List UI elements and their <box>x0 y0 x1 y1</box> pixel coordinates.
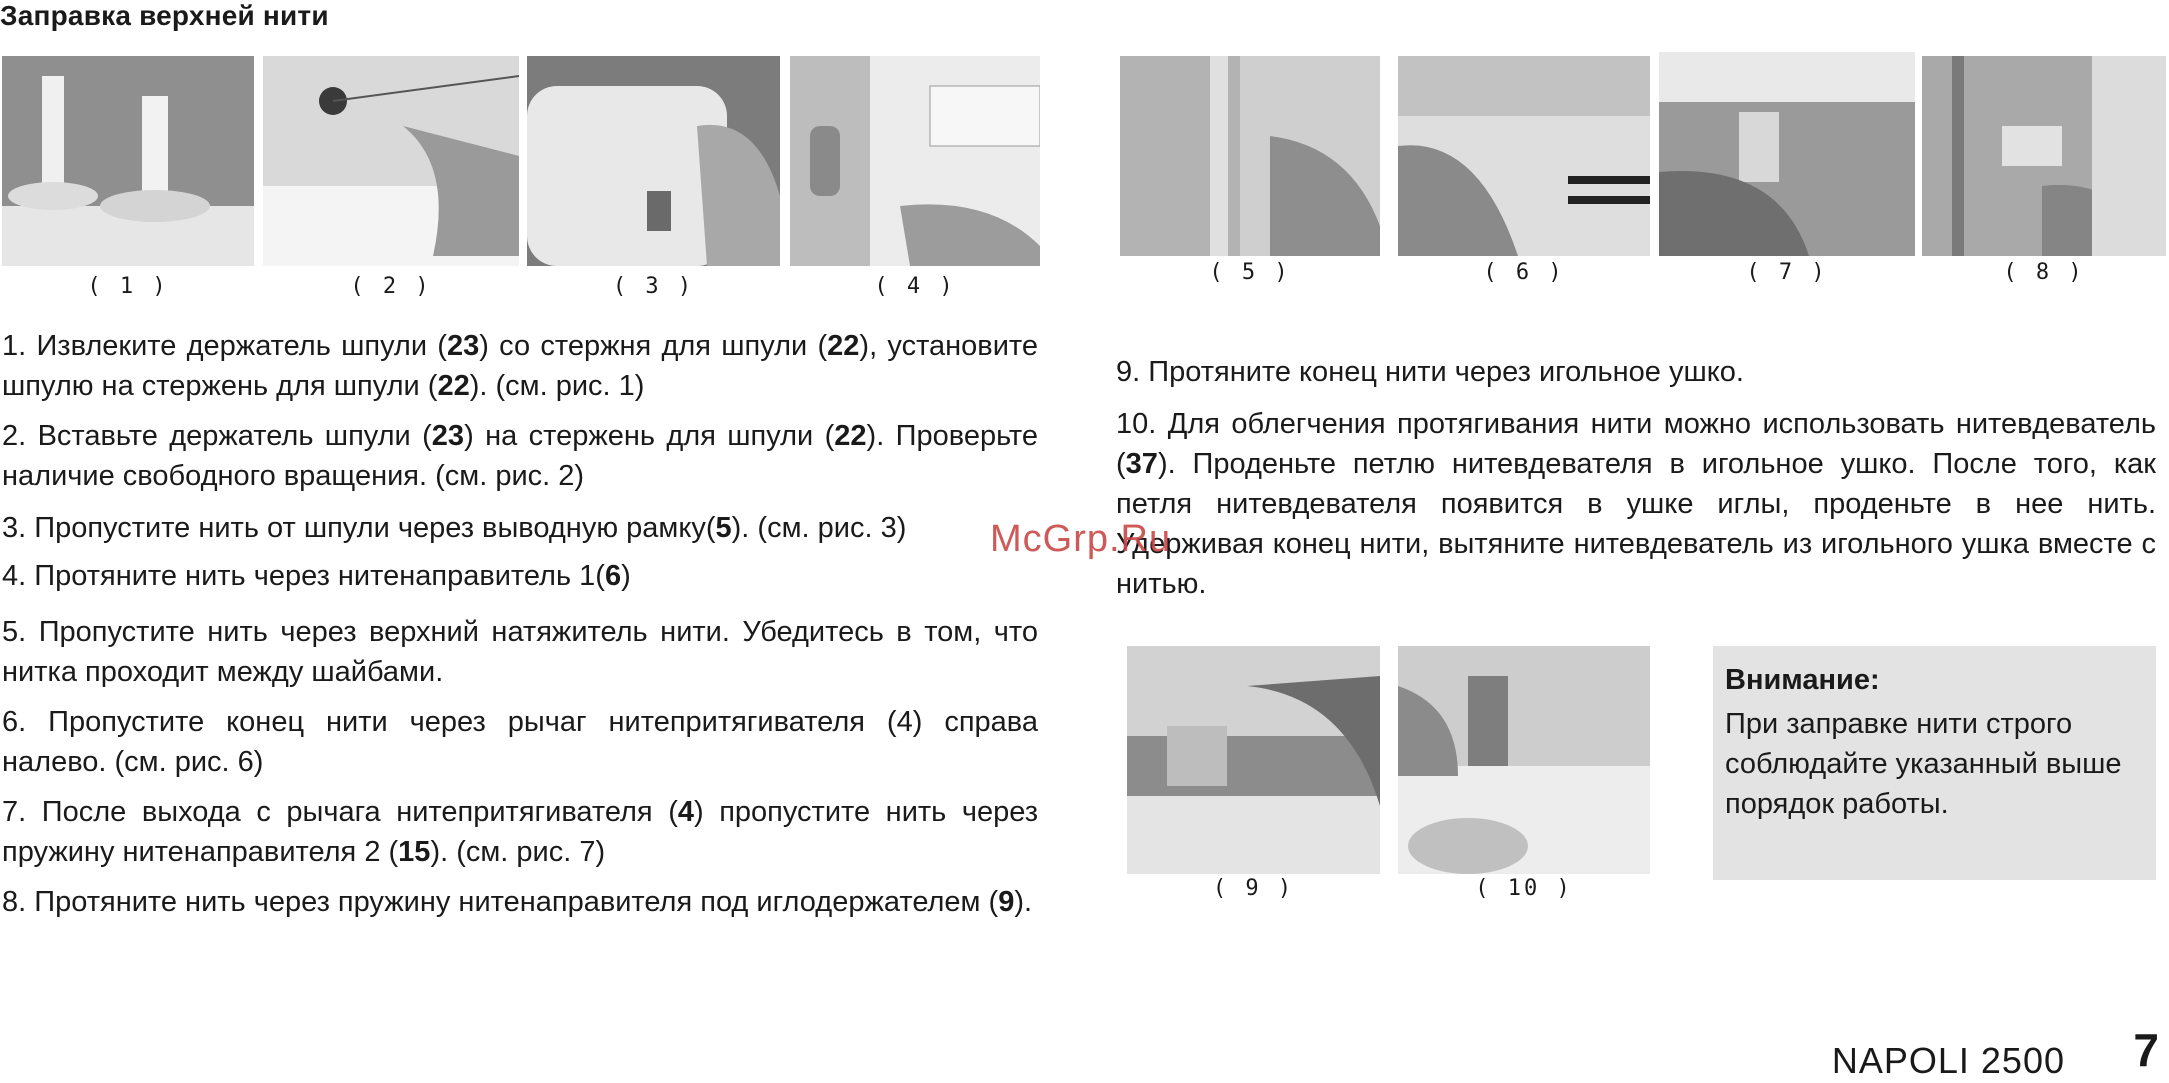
figure-8-photo <box>1922 56 2166 256</box>
step-text: ), установите шпулю на стержень для шпули ( <box>2 330 1038 402</box>
reference-number: 9 <box>998 886 1015 918</box>
reference-number: 23 <box>446 330 480 362</box>
reference-number: 5 <box>715 512 732 544</box>
step-text: ). (см. рис. 3) <box>731 512 907 544</box>
steps_left-item-4 <box>2 556 1038 596</box>
step-text: ) со стержня для шпули ( <box>479 330 828 362</box>
step-text: ). Проверьте наличие свободного вращения. (см. рис. 2) <box>2 420 1039 492</box>
figure-1-caption: ( 1 ) <box>87 274 169 299</box>
steps_left-item-6 <box>2 702 1038 782</box>
step-text: ). Проденьте петлю нитевдевателя в игольное ушко. После того, как петля нитевдевателя появится в ушке иглы, проденьте в нее нить. Удерживая конец нити, вытяните нитевдеватель из игольного ушка вместе с нитью. <box>1116 448 2156 600</box>
steps_left-item-3 <box>2 508 1038 548</box>
step-text: 8. Протяните нить через пружину нитенаправителя под иглодержателем ( <box>2 886 999 918</box>
steps_right-item-1 <box>1116 352 2156 392</box>
steps_left-item-7 <box>2 792 1038 872</box>
model-name: NAPOLI 2500 <box>1831 1040 2065 1081</box>
steps_left-item-1 <box>2 326 1038 406</box>
step-text: ). (см. рис. 1) <box>469 370 645 402</box>
figure-10-caption: ( 10 ) <box>1475 876 1573 901</box>
step-text: ) <box>621 560 631 592</box>
step-text: ). <box>1014 886 1033 918</box>
step-text: 7. После выхода с рычага нитепритягивателя ( <box>2 796 678 828</box>
reference-number: 22 <box>437 370 470 402</box>
figure-6-caption: ( 6 ) <box>1483 260 1565 285</box>
figure-6-photo <box>1398 56 1650 256</box>
reference-number: 22 <box>827 330 860 362</box>
step-text: 6. Пропустите конец нити через рычаг нитепритягивателя (4) справа налево. (см. рис. 6) <box>2 706 1038 778</box>
reference-number: 23 <box>431 420 465 452</box>
steps_left-item-5 <box>2 612 1038 692</box>
figure-5-photo <box>1120 56 1380 256</box>
step-text: 3. Пропустите нить от шпули через выводную рамку( <box>2 512 716 544</box>
step-text: 4. Протяните нить через нитенаправитель 1( <box>2 560 605 592</box>
figure-3-photo <box>527 56 780 266</box>
step-text: ) пропустите нить через пружину нитенаправителя 2 ( <box>2 796 1038 868</box>
steps_left-item-8 <box>2 882 1038 922</box>
page-title: Заправка верхней нити <box>0 0 329 31</box>
figure-4-caption: ( 4 ) <box>874 274 956 299</box>
step-text: ). (см. рис. 7) <box>430 836 606 868</box>
step-text: ) на стержень для шпули ( <box>464 420 835 452</box>
figure-2-caption: ( 2 ) <box>350 274 432 299</box>
figure-10-photo <box>1398 646 1650 874</box>
steps_right-item-2 <box>1116 404 2156 604</box>
attention-note <box>1713 646 2156 880</box>
figure-3-caption: ( 3 ) <box>612 274 695 299</box>
page-number: 7 <box>2133 1024 2159 1076</box>
figure-8-caption: ( 8 ) <box>2003 260 2085 285</box>
figure-7-photo <box>1659 52 1915 256</box>
figure-9-photo <box>1127 646 1380 874</box>
reference-number: 4 <box>677 796 694 828</box>
reference-number: 37 <box>1125 448 1158 480</box>
watermark: McGrp.Ru <box>990 518 1172 560</box>
figure-5-caption: ( 5 ) <box>1209 260 1291 285</box>
figure-1-photo <box>2 56 254 266</box>
reference-number: 15 <box>398 836 431 868</box>
steps_left-item-2 <box>2 416 1038 496</box>
step-text: 2. Вставьте держатель шпули ( <box>2 420 432 452</box>
step-text: 10. Для облегчения протягивания нити можно использовать нитевдеватель ( <box>1116 408 2156 480</box>
step-text: 9. Протяните конец нити через игольное ушко. <box>1116 356 1744 388</box>
figure-4-photo <box>790 56 1040 266</box>
attention-body: При заправке нити строго соблюдайте указанный выше порядок работы. <box>1725 708 2122 820</box>
reference-number: 22 <box>834 420 867 452</box>
figure-9-caption: ( 9 ) <box>1212 876 1295 901</box>
figure-7-caption: ( 7 ) <box>1746 260 1828 285</box>
attention-title: Внимание: <box>1725 664 1880 696</box>
step-text: 5. Пропустите нить через верхний натяжитель нити. Убедитесь в том, что нитка проходит между шайбами. <box>2 616 1038 688</box>
step-text: 1. Извлеките держатель шпули ( <box>2 330 447 362</box>
figure-2-photo <box>263 56 519 266</box>
reference-number: 6 <box>604 560 622 592</box>
